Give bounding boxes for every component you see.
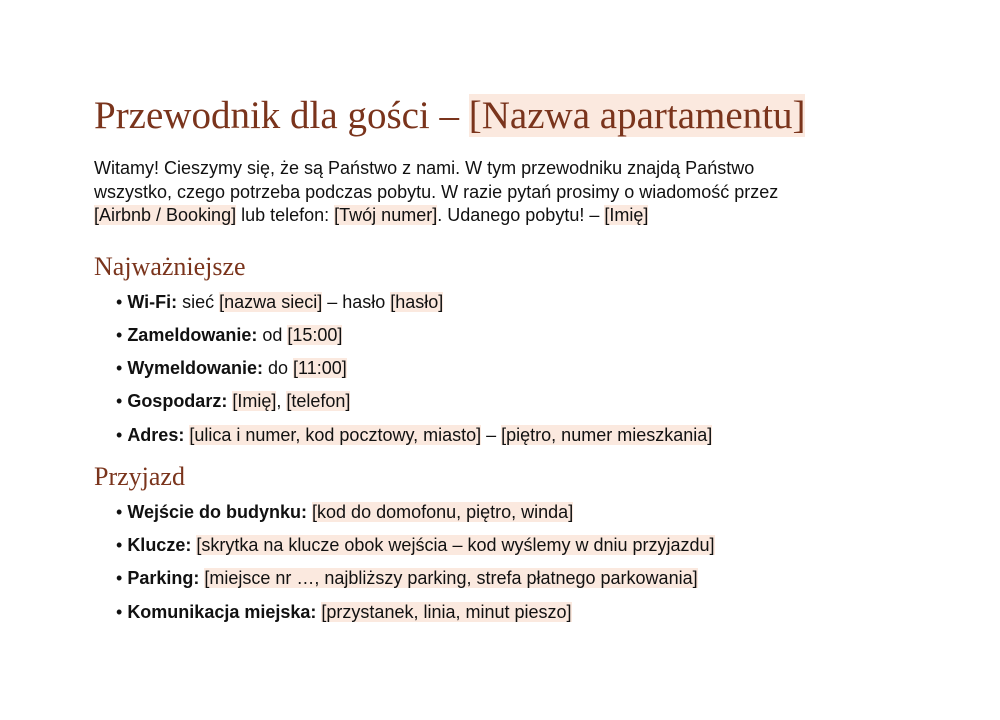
item-text: ,	[276, 391, 287, 412]
list-item-parking	[116, 567, 894, 590]
list-item-address	[116, 424, 894, 447]
title-text: Przewodnik dla gości –	[94, 94, 469, 137]
item-label: Wi-Fi:	[127, 291, 178, 312]
apartment-placeholder: [piętro, numer mieszkania]	[501, 424, 713, 445]
title-placeholder: [Nazwa apartamentu]	[468, 94, 806, 137]
essentials-list	[94, 291, 894, 447]
list-item-building-entry	[116, 501, 894, 524]
list-item-checkin	[116, 324, 894, 347]
section-heading-essentials: Najważniejsze	[94, 251, 246, 281]
keys-placeholder: [skrytka na klucze obok wejścia – kod wyślemy w dniu przyjazdu]	[196, 534, 715, 555]
item-label: Klucze:	[127, 534, 192, 555]
intro-phone-prefix: lub telefon:	[236, 205, 335, 225]
intro-line-2: wszystko, czego potrzeba podczas pobytu. W razie pytań prosimy o wiadomość przez	[94, 181, 779, 202]
list-item-public-transport	[116, 601, 894, 624]
item-label: Parking:	[127, 568, 200, 589]
intro-line-1: Witamy! Cieszymy się, że są Państwo z nami. W tym przewodniku znajdą Państwo	[94, 158, 755, 178]
item-label: Adres:	[127, 424, 185, 445]
host-phone-placeholder: [telefon]	[286, 391, 351, 412]
wifi-password-placeholder: [hasło]	[390, 291, 444, 312]
list-item-keys	[116, 534, 894, 557]
item-text: do	[263, 358, 294, 379]
checkout-time-placeholder: [11:00]	[293, 358, 347, 379]
parking-placeholder: [miejsce nr …, najbliższy parking, strefa płatnego parkowania]	[204, 568, 698, 589]
item-label: Zameldowanie:	[127, 324, 258, 345]
address-placeholder: [ulica i numer, kod pocztowy, miasto]	[189, 424, 482, 445]
name-placeholder: [Imię]	[604, 205, 649, 225]
transport-placeholder: [przystanek, linia, minut pieszo]	[321, 601, 572, 622]
arrival-list	[94, 501, 894, 624]
contact-platform-placeholder: [Airbnb / Booking]	[94, 205, 237, 225]
phone-placeholder: [Twój numer]	[334, 205, 438, 225]
page-title	[94, 92, 894, 140]
intro-closing: . Udanego pobytu! –	[437, 205, 605, 225]
wifi-network-placeholder: [nazwa sieci]	[219, 291, 323, 312]
list-item-wifi	[116, 291, 894, 314]
item-text: –	[481, 424, 502, 445]
host-name-placeholder: [Imię]	[232, 391, 277, 412]
list-item-host	[116, 390, 894, 413]
item-label: Wymeldowanie:	[127, 358, 264, 379]
item-label: Gospodarz:	[127, 391, 228, 412]
intro-paragraph	[94, 157, 894, 228]
item-text: sieć	[177, 291, 220, 312]
item-label: Wejście do budynku:	[127, 501, 308, 522]
entry-code-placeholder: [kod do domofonu, piętro, winda]	[312, 501, 574, 522]
list-item-checkout	[116, 357, 894, 380]
section-essentials	[94, 251, 894, 447]
section-heading-arrival: Przyjazd	[94, 461, 185, 491]
item-text: – hasło	[322, 291, 391, 312]
document-page	[94, 92, 894, 638]
item-text: od	[257, 324, 288, 345]
checkin-time-placeholder: [15:00]	[287, 324, 343, 345]
section-arrival	[94, 461, 894, 624]
item-label: Komunikacja miejska:	[127, 601, 317, 622]
